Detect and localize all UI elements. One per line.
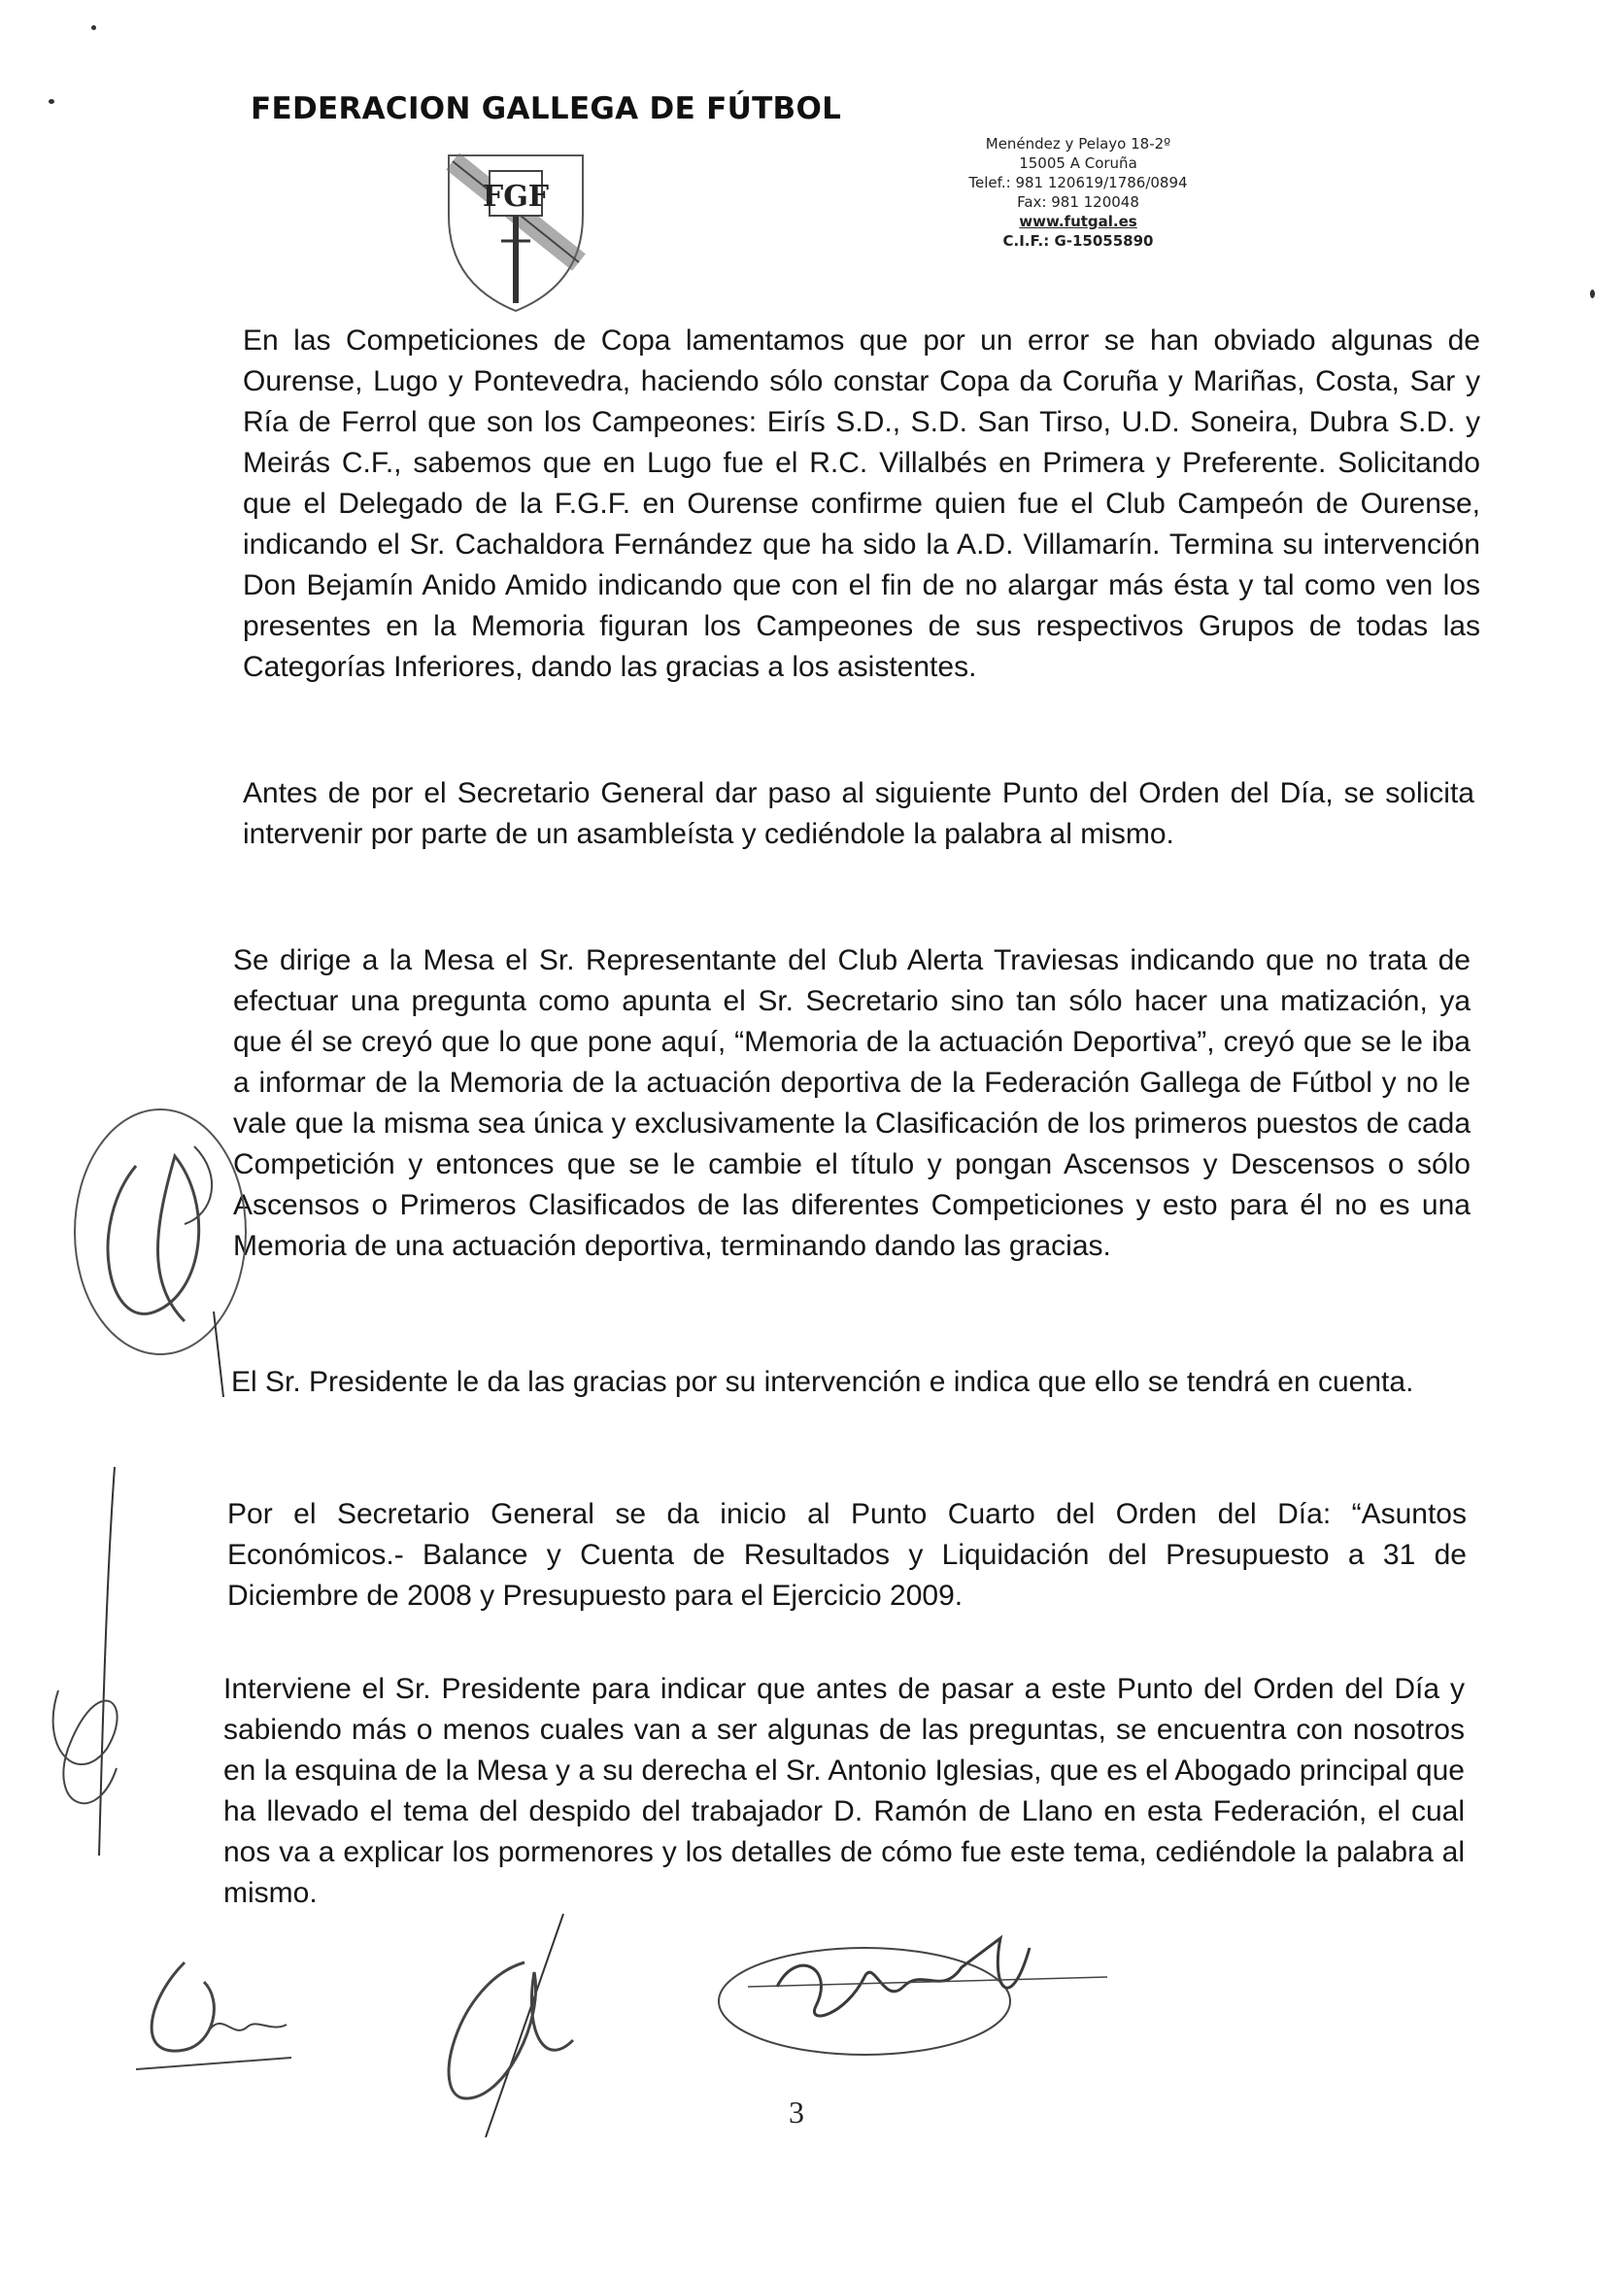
scan-speck bbox=[49, 99, 54, 104]
paragraph-alerta-traviesas: Se dirige a la Mesa el Sr. Representante del Club Alerta Traviesas indicando que no trata de efectuar una pregunta como apunta el Sr. Secretario sino tan sólo hacer una matización, ya que él se creyó que lo que pone aquí, “Memoria de la actuación Deportiva”, creyó que se le iba a informar de la Memoria de la actuación deportiva de la Federación Gallega de Fútbol y no le vale que la misma sea única y exclusivamente la Clasificación de los primeros puestos de cada Competición y entonces que se le cambie el título y pongan Ascensos y Descensos o sólo Ascensos o Primeros Clasificados de las diferentes Competiciones y esto para él no es una Memoria de una actuación deportiva, terminando dando las gracias. bbox=[233, 944, 1471, 1262]
paragraph-lawyer-intervention: Interviene el Sr. Presidente para indicar que antes de pasar a este Punto del Orden del Día y sabiendo más o menos cuales van a ser algunas de las preguntas, se encuentra con nosotros en la esquina de la Mesa y a su derecha el Sr. Antonio Iglesias, que es el Abogado principal que ha llevado el tema del despido del trabajador D. Ramón de Llano en esta Federación, el cual nos va a explicar los pormenores y los detalles de cómo fue este tema, cediéndole la palabra al mismo. bbox=[223, 1673, 1465, 1909]
address-fax: Fax: 981 120048 bbox=[1017, 193, 1139, 211]
address-postal: 15005 A Coruña bbox=[1019, 154, 1137, 172]
paragraph-fourth-point: Por el Secretario General se da inicio al Punto Cuarto del Orden del Día: “Asuntos Económicos.- Balance y Cuenta de Resultados y Liquidación del Presupuesto a 31 de Diciembre de 2008 y Presupuesto para el Ejercicio 2009. bbox=[227, 1498, 1467, 1612]
scan-speck bbox=[91, 25, 96, 30]
paragraph-assembly-request: Antes de por el Secretario General dar paso al siguiente Punto del Orden del Día, se solicita intervenir por parte de un asambleísta y cediéndole la palabra al mismo. bbox=[243, 777, 1474, 850]
page-number: 3 bbox=[789, 2095, 804, 2130]
cif-number: C.I.F.: G-15055890 bbox=[1002, 232, 1154, 250]
signature-bottom-center bbox=[427, 1904, 612, 2147]
scan-speck bbox=[1590, 290, 1595, 298]
website-link[interactable]: www.futgal.es bbox=[1019, 213, 1137, 230]
federation-crest-logo bbox=[443, 148, 589, 315]
address-block bbox=[932, 134, 1224, 251]
address-phone: Telef.: 981 120619/1786/0894 bbox=[968, 174, 1188, 191]
margin-signature-line bbox=[39, 1457, 136, 1865]
signature-stamp-left bbox=[68, 1088, 253, 1399]
paragraph-president-thanks: El Sr. Presidente le da las gracias por su intervención e indica que ello se tendrá en cuenta. bbox=[231, 1366, 1414, 1398]
crest-letters: FGF bbox=[482, 180, 550, 214]
signature-stamp-right bbox=[709, 1909, 1117, 2064]
paragraph-cup-competitions: En las Competiciones de Copa lamentamos que por un error se han obviado algunas de Ourense, Lugo y Pontevedra, haciendo sólo constar Copa da Coruña y Mariñas, Costa, Sar y Ría de Ferrol que son los Campeones: Eirís S.D., S.D. San Tirso, U.D. Soneira, Dubra S.D. y Meirás C.F., sabemos que en Lugo fue el R.C. Villalbés en Primera y Preferente. Solicitando que el Delegado de la F.G.F. en Ourense confirme quien fue el Club Campeón de Ourense, indicando el Sr. Cachaldora Fernández que ha sido la A.D. Villamarín. Termina su intervención Don Bejamín Anido Amido indicando que con el fin de no alargar más ésta y tal como ven los presentes en la Memoria figuran los Campeones de sus respectivos Grupos de todas las Categorías Inferiores, dando las gracias a los asistentes. bbox=[243, 324, 1480, 683]
address-street: Menéndez y Pelayo 18-2º bbox=[985, 135, 1171, 153]
signature-bottom-left bbox=[126, 1943, 301, 2079]
organization-title: FEDERACION GALLEGA DE FÚTBOL bbox=[251, 91, 842, 126]
